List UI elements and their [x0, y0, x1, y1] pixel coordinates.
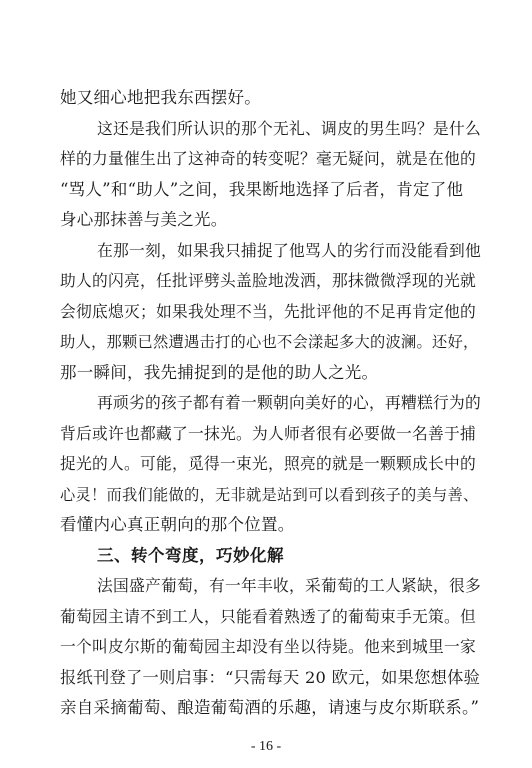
paragraph-start-line: 这还是我们所认识的那个无礼、调皮的男生吗？是什么	[97, 118, 481, 138]
text-line: 亲自采摘葡萄、酿造葡萄酒的乐趣，请速与皮尔斯联系。”	[60, 698, 480, 717]
text-line: 心灵！而我们能做的，无非就是站到可以看到孩子的美与善、	[60, 485, 479, 504]
paragraph-start-line: 在那一刻，如果我只捕捉了他骂人的劣行而没能看到他	[97, 240, 481, 260]
text-line: 那一瞬间，我先捕捉到的是他的助人之光。	[60, 362, 379, 382]
page-number: - 16 -	[250, 739, 282, 754]
text-line: 助人，那颗已然遭遇击打的心也不会漾起多大的波澜。还好，	[60, 333, 479, 351]
text-line: 身心那抹善与美之光。	[60, 210, 228, 229]
text-line: 她又细心地把我东西摆好。	[60, 88, 261, 107]
paragraph-start-line: 法国盛产葡萄，有一年丰收，采葡萄的工人紧缺，很多	[97, 576, 481, 595]
text-line: 葡萄园主请不到工人，只能看着熟透了的葡萄束手无策。但	[60, 606, 476, 626]
section-heading: 三、转个弯度，巧妙化解	[97, 545, 284, 565]
text-line: 捉光的人。可能，觅得一束光，照亮的就是一颗颗成长中的	[60, 454, 476, 473]
text-line: 报纸刊登了一则启事：“只需每天 20 欧元，如果您想体验	[60, 667, 481, 687]
text-line: 助人的闪亮，任批评劈头盖脸地泼洒，那抹微微浮现的光就	[60, 271, 476, 290]
text-line: 样的力量催生出了这神奇的转变呢？毫无疑问，就是在他的	[60, 149, 476, 168]
text-line: “骂人”和“助人”之间，我果断地选择了后者，肯定了他	[60, 179, 464, 199]
text-line: 背后或许也都藏了一抹光。为人师者很有必要做一名善于捕	[60, 423, 476, 443]
text-line: 会彻底熄灭；如果我处理不当，先批评他的不足再肯定他的	[60, 301, 476, 321]
text-line: 一个叫皮尔斯的葡萄园主却没有坐以待毙。他来到城里一家	[60, 637, 476, 656]
text-line: 看懂内心真正朝向的那个位置。	[60, 515, 295, 534]
paragraph-start-line: 再顽劣的孩子都有着一颗朝向美好的心，再糟糕行为的	[97, 393, 481, 412]
